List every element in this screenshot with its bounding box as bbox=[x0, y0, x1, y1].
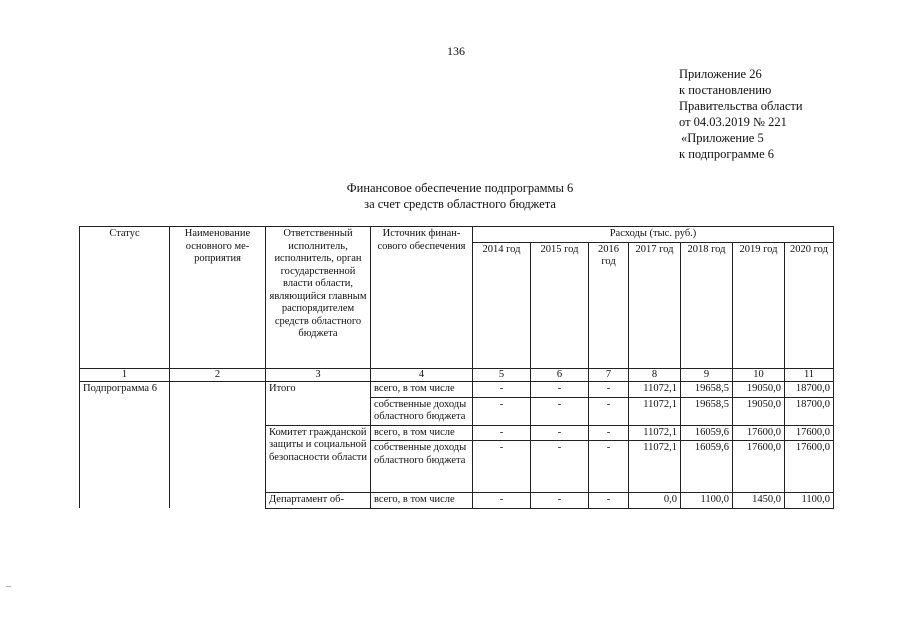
value-cell: 19658,5 bbox=[681, 397, 733, 425]
value-cell: 11072,1 bbox=[629, 441, 681, 493]
column-number-row bbox=[80, 368, 834, 382]
value-cell: - bbox=[473, 382, 531, 398]
value-cell: 19050,0 bbox=[733, 397, 785, 425]
column-number: 8 bbox=[629, 368, 681, 382]
table-row bbox=[80, 382, 834, 398]
value-cell: 18700,0 bbox=[785, 382, 834, 398]
column-number: 4 bbox=[371, 368, 473, 382]
title-line: за счет средств областного бюджета bbox=[364, 197, 556, 211]
value-cell: - bbox=[531, 397, 589, 425]
column-number: 9 bbox=[681, 368, 733, 382]
value-cell: - bbox=[531, 441, 589, 493]
value-cell: - bbox=[473, 397, 531, 425]
value-cell: 1450,0 bbox=[733, 493, 785, 509]
value-cell: 11072,1 bbox=[629, 425, 681, 441]
value-cell: - bbox=[589, 441, 629, 493]
value-cell: 17600,0 bbox=[733, 441, 785, 493]
source-cell: собственные доходы областного бюджета bbox=[371, 397, 473, 425]
value-cell: 19050,0 bbox=[733, 382, 785, 398]
value-cell: - bbox=[473, 493, 531, 509]
executor-cell: Комитет гражданской защиты и социальной безопасности области bbox=[266, 425, 371, 493]
value-cell: 19658,5 bbox=[681, 382, 733, 398]
value-cell: 0,0 bbox=[629, 493, 681, 509]
value-cell: 1100,0 bbox=[785, 493, 834, 509]
page-number: 136 bbox=[447, 44, 465, 58]
column-number: 2 bbox=[170, 368, 266, 382]
value-cell: - bbox=[473, 441, 531, 493]
appendix-line: Приложение 26 bbox=[679, 67, 762, 81]
header-year: 2019 год bbox=[733, 242, 785, 368]
value-cell: - bbox=[589, 382, 629, 398]
source-cell: всего, в том числе bbox=[371, 493, 473, 509]
column-number: 3 bbox=[266, 368, 371, 382]
value-cell: - bbox=[531, 382, 589, 398]
value-cell: - bbox=[589, 425, 629, 441]
value-cell: 17600,0 bbox=[733, 425, 785, 441]
document-title bbox=[300, 180, 620, 212]
header-year: 2017 год bbox=[629, 242, 681, 368]
source-cell: собственные доходы областного бюджета bbox=[371, 441, 473, 493]
header-executor: Ответственный исполнитель, исполнитель, орган государственной власти области, являющийся главным распорядителем средств областного бюджета bbox=[266, 227, 371, 369]
appendix-line: Правительства области bbox=[679, 99, 803, 113]
appendix-line: от 04.03.2019 № 221 bbox=[679, 115, 787, 129]
header-year: 2016 год bbox=[589, 242, 629, 368]
title-line: Финансовое обеспечение подпрограммы 6 bbox=[346, 181, 574, 195]
header-status: Статус bbox=[80, 227, 170, 369]
column-number: 10 bbox=[733, 368, 785, 382]
header-measure-name: Наименование основного мероприятия bbox=[170, 227, 266, 369]
value-cell: - bbox=[589, 397, 629, 425]
column-number: 5 bbox=[473, 368, 531, 382]
header-year: 2018 год bbox=[681, 242, 733, 368]
value-cell: 11072,1 bbox=[629, 397, 681, 425]
source-cell: всего, в том числе bbox=[371, 425, 473, 441]
value-cell: 18700,0 bbox=[785, 397, 834, 425]
value-cell: 16059,6 bbox=[681, 425, 733, 441]
value-cell: 17600,0 bbox=[785, 441, 834, 493]
value-cell: 1100,0 bbox=[681, 493, 733, 509]
measure-name-cell bbox=[170, 382, 266, 509]
executor-cell: Департамент об- bbox=[266, 493, 371, 509]
appendix-line: к постановлению bbox=[679, 83, 772, 97]
executor-cell: Итого bbox=[266, 382, 371, 426]
value-cell: 16059,6 bbox=[681, 441, 733, 493]
appendix-block bbox=[679, 66, 803, 162]
status-cell: Подпрограмма 6 bbox=[80, 382, 170, 509]
value-cell: 17600,0 bbox=[785, 425, 834, 441]
column-number: 7 bbox=[589, 368, 629, 382]
header-year: 2020 год bbox=[785, 242, 834, 368]
value-cell: - bbox=[531, 493, 589, 509]
financing-table bbox=[79, 226, 834, 509]
header-funding-source: Источник финансового обеспечения bbox=[371, 227, 473, 369]
margin-mark: _ bbox=[6, 577, 11, 588]
value-cell: - bbox=[589, 493, 629, 509]
column-number: 1 bbox=[80, 368, 170, 382]
column-number: 6 bbox=[531, 368, 589, 382]
header-year: 2014 год bbox=[473, 242, 531, 368]
value-cell: 11072,1 bbox=[629, 382, 681, 398]
value-cell: - bbox=[473, 425, 531, 441]
appendix-line: к подпрограмме 6 bbox=[679, 147, 774, 161]
appendix-line: «Приложение 5 bbox=[681, 131, 764, 145]
header-expenses: Расходы (тыс. руб.) bbox=[473, 227, 834, 243]
column-number: 11 bbox=[785, 368, 834, 382]
header-year: 2015 год bbox=[531, 242, 589, 368]
source-cell: всего, в том числе bbox=[371, 382, 473, 398]
value-cell: - bbox=[531, 425, 589, 441]
